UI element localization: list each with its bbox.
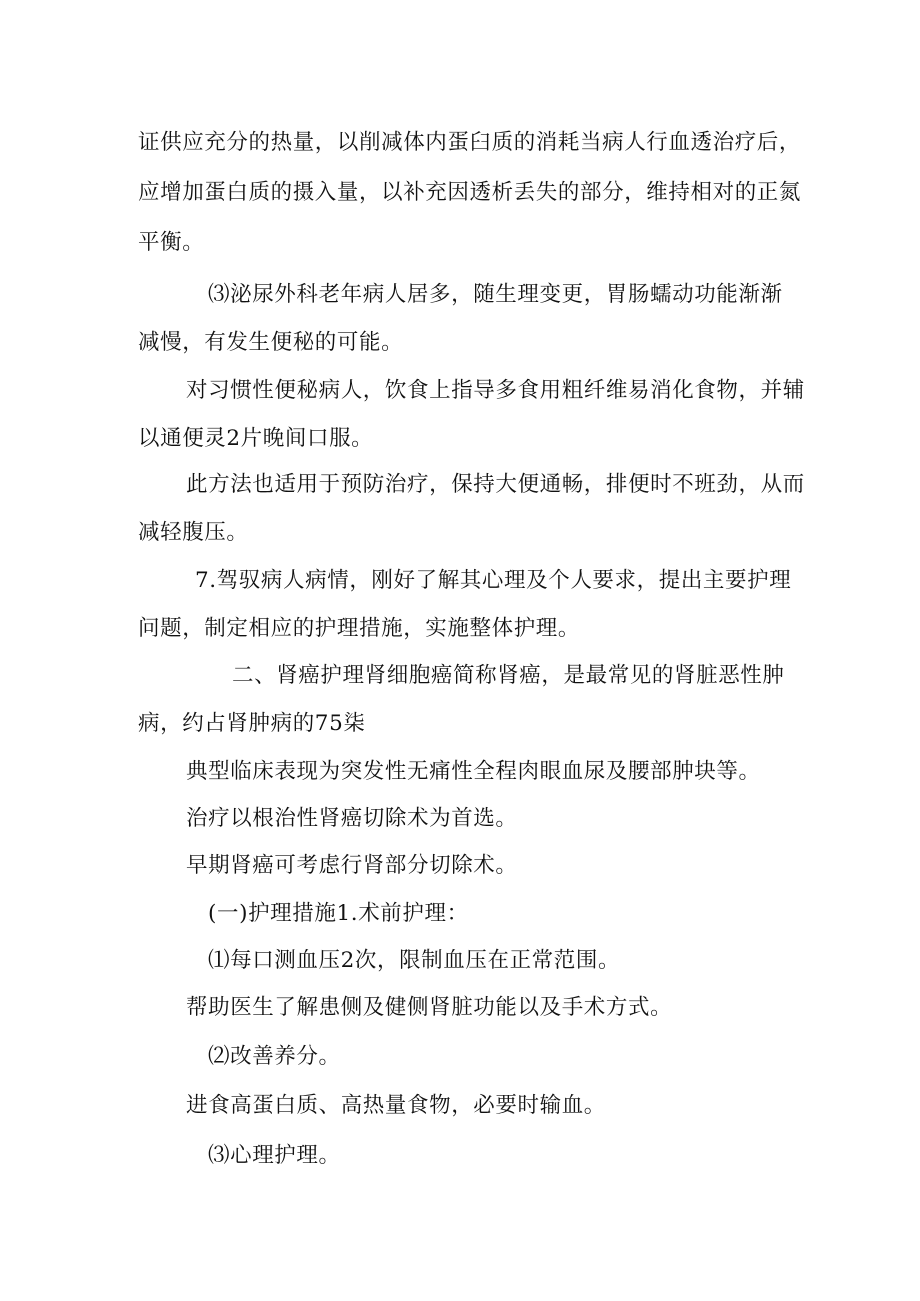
text-line: ⑴每口测血压2次，限制血压在正常范围。 — [208, 948, 621, 973]
text-line: 减轻腹压。 — [138, 520, 249, 545]
text-line: ⑶心理护理。 — [208, 1143, 341, 1168]
text-line: 进食高蛋白质、高热量食物，必要时输血。 — [186, 1093, 606, 1118]
text-line: 证供应充分的热量，以削减体内蛋臼质的消耗当病人行血透治疗后， — [138, 130, 802, 155]
text-line: 应增加蛋白质的摄入量，以补充因透析丢失的部分，维持相对的正氮 — [138, 180, 802, 205]
text-line: 问题，制定相应的护理措施，实施整体护理。 — [138, 616, 581, 641]
text-line: 对习惯性便秘病人，饮食上指导多食用粗纤维易消化食物，并辅 — [186, 378, 805, 403]
text-line: 典型临床表现为突发性无痛性全程肉眼血尿及腰部肿块等。 — [186, 759, 761, 784]
text-line: 此方法也适用于预防治疗，保持大便通畅，排便时不班劲，从而 — [186, 472, 805, 497]
text-line: 治疗以根治性肾癌切除术为首选。 — [186, 806, 518, 831]
section-heading: 二、肾癌护理肾细胞癌简称肾癌，是最常见的肾脏恶性肿 — [232, 663, 785, 688]
text-line: ⑵改善养分。 — [208, 1044, 341, 1069]
text-line: 早期肾癌可考虑行肾部分切除术。 — [186, 853, 518, 878]
subsection-heading: (一)护理措施1.术前护理： — [208, 901, 469, 926]
text-line: 以通便灵2片晚间口服。 — [138, 426, 374, 451]
text-line: 病，约占肾肿病的75柒 — [138, 711, 366, 736]
text-line: 7.驾驭病人病情，刚好了解其心理及个人要求，提出主要护理 — [195, 568, 792, 593]
text-line: ⑶泌尿外科老年病人居多，随生理变更，胃肠蠕动功能渐渐 — [208, 282, 783, 307]
text-line: 帮助医生了解患侧及健侧肾脏功能以及手术方式。 — [186, 995, 673, 1020]
text-line: 减慢，有发生便秘的可能。 — [138, 330, 404, 355]
text-line: 平衡。 — [138, 230, 205, 255]
